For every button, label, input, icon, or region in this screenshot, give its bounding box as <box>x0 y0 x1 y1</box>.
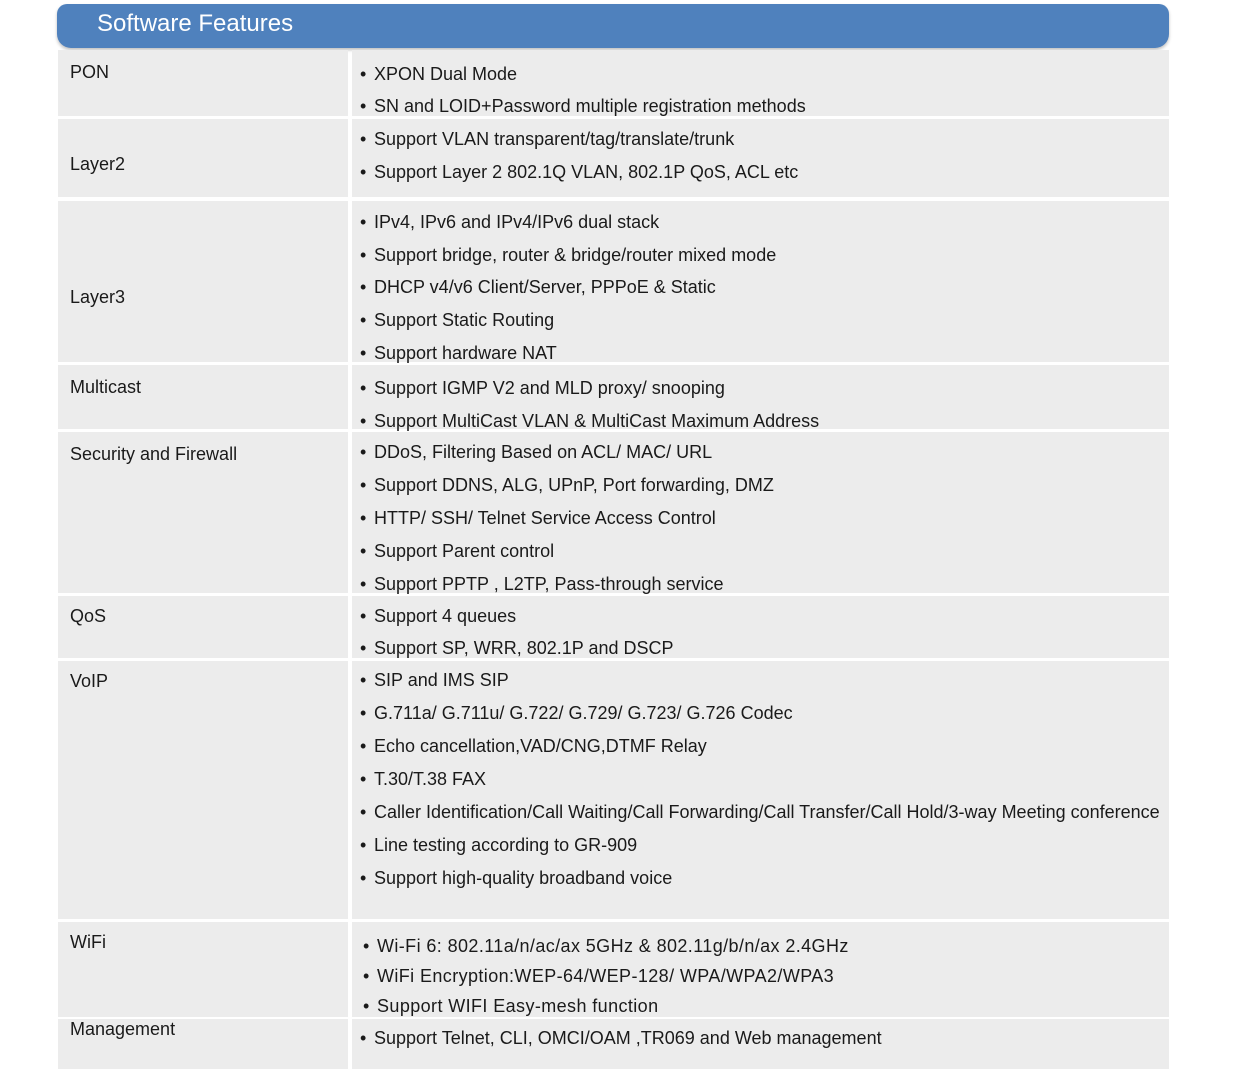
feature-item <box>360 245 776 266</box>
feature-category-label: VoIP <box>70 671 109 691</box>
feature-item <box>360 736 707 757</box>
bullet-icon: • <box>360 736 367 756</box>
feature-item <box>360 802 1160 823</box>
feature-row-voip <box>58 661 1169 919</box>
feature-category-label: QoS <box>70 606 107 626</box>
bullet-icon: • <box>360 310 367 330</box>
feature-item <box>363 966 834 987</box>
bullet-icon: • <box>360 64 367 84</box>
feature-category-cell <box>58 50 348 116</box>
feature-item-text: DHCP v4/v6 Client/Server, PPPoE & Static <box>374 277 716 297</box>
feature-category-cell <box>58 1019 348 1069</box>
feature-item-text: Support IGMP V2 and MLD proxy/ snooping <box>374 378 725 398</box>
feature-category-cell <box>58 365 348 429</box>
feature-item-text: T.30/T.38 FAX <box>374 769 487 789</box>
feature-row-security-and-firewall <box>58 432 1169 593</box>
feature-item <box>360 475 774 496</box>
feature-category-cell <box>58 201 348 362</box>
feature-item-text: SIP and IMS SIP <box>374 670 509 690</box>
bullet-icon: • <box>360 638 367 658</box>
feature-row-qos <box>58 596 1169 658</box>
feature-item-text: Support bridge, router & bridge/router mixed mode <box>374 245 777 265</box>
feature-item <box>360 162 798 183</box>
feature-item <box>360 638 674 659</box>
bullet-icon: • <box>360 574 367 594</box>
feature-item <box>360 670 509 691</box>
feature-items-cell <box>352 661 1169 919</box>
feature-category-label: Layer3 <box>70 287 126 307</box>
bullet-icon: • <box>360 1028 367 1048</box>
bullet-icon: • <box>363 966 370 986</box>
feature-items-cell <box>352 1019 1169 1069</box>
feature-row-wifi <box>58 922 1169 1017</box>
bullet-icon: • <box>360 245 367 265</box>
feature-item-text: Line testing according to GR-909 <box>374 835 638 855</box>
feature-item <box>360 129 734 150</box>
bullet-icon: • <box>360 769 367 789</box>
feature-item <box>363 996 659 1017</box>
feature-items-cell <box>352 50 1169 116</box>
feature-item <box>360 277 716 298</box>
feature-item-text: Support high-quality broadband voice <box>374 868 673 888</box>
feature-item-text: Support DDNS, ALG, UPnP, Port forwarding, DMZ <box>374 475 774 495</box>
feature-item <box>360 868 672 889</box>
feature-category-cell <box>58 432 348 593</box>
feature-row-layer2 <box>58 119 1169 197</box>
feature-items-cell <box>352 365 1169 429</box>
feature-item <box>360 703 793 724</box>
bullet-icon: • <box>360 442 367 462</box>
bullet-icon: • <box>360 162 367 182</box>
feature-item-text: Support Static Routing <box>374 310 555 330</box>
feature-item <box>360 574 724 595</box>
feature-item-text: Support Telnet, CLI, OMCI/OAM ,TR069 and Web management <box>374 1028 882 1048</box>
feature-row-layer3 <box>58 201 1169 362</box>
feature-row-pon <box>58 50 1169 116</box>
feature-item <box>360 835 637 856</box>
bullet-icon: • <box>360 475 367 495</box>
section-title: Software Features <box>97 10 294 37</box>
bullet-icon: • <box>360 868 367 888</box>
feature-category-cell <box>58 661 348 919</box>
feature-category-label: Multicast <box>70 377 142 397</box>
feature-item <box>360 442 712 463</box>
bullet-icon: • <box>363 936 370 956</box>
feature-row-multicast <box>58 365 1169 429</box>
feature-item-text: HTTP/ SSH/ Telnet Service Access Control <box>374 508 716 528</box>
feature-item <box>360 541 554 562</box>
bullet-icon: • <box>360 670 367 690</box>
bullet-icon: • <box>363 996 370 1016</box>
bullet-icon: • <box>360 343 367 363</box>
bullet-icon: • <box>360 802 367 822</box>
bullet-icon: • <box>360 606 367 626</box>
feature-item <box>360 378 725 399</box>
feature-item <box>360 64 517 85</box>
feature-items-cell <box>352 922 1169 1017</box>
feature-item-text: Echo cancellation,VAD/CNG,DTMF Relay <box>374 736 707 756</box>
feature-item <box>360 411 819 432</box>
feature-item <box>360 769 486 790</box>
feature-category-cell <box>58 119 348 197</box>
feature-item-text: Support 4 queues <box>374 606 517 626</box>
bullet-icon: • <box>360 96 367 116</box>
feature-items-cell <box>352 432 1169 593</box>
feature-items-cell <box>352 119 1169 197</box>
feature-item <box>363 936 849 957</box>
feature-item-text: Support SP, WRR, 802.1P and DSCP <box>374 638 674 658</box>
bullet-icon: • <box>360 411 367 431</box>
feature-category-label: Layer2 <box>70 154 126 174</box>
feature-item <box>360 606 516 627</box>
feature-items-cell <box>352 596 1169 658</box>
feature-item <box>360 1028 882 1049</box>
bullet-icon: • <box>360 378 367 398</box>
feature-item <box>360 508 716 529</box>
feature-category-cell <box>58 922 348 1017</box>
feature-category-cell <box>58 596 348 658</box>
bullet-icon: • <box>360 703 367 723</box>
bullet-icon: • <box>360 129 367 149</box>
section-header <box>57 4 1169 48</box>
feature-item-text: SN and LOID+Password multiple registration methods <box>374 96 806 116</box>
feature-item-text: WiFi Encryption:WEP-64/WEP-128/ WPA/WPA2/WPA3 <box>377 966 835 986</box>
feature-category-label: Security and Firewall <box>70 444 238 464</box>
feature-item-text: Support WIFI Easy-mesh function <box>377 996 659 1016</box>
feature-item-text: Support VLAN transparent/tag/translate/trunk <box>374 129 735 149</box>
feature-item-text: IPv4, IPv6 and IPv4/IPv6 dual stack <box>374 212 660 232</box>
feature-item-text: Support Layer 2 802.1Q VLAN, 802.1P QoS, ACL etc <box>374 162 799 182</box>
feature-item-text: Support hardware NAT <box>374 343 557 363</box>
feature-category-label: PON <box>70 62 110 82</box>
feature-item <box>360 96 806 117</box>
feature-item-text: G.711a/ G.711u/ G.722/ G.729/ G.723/ G.726 Codec <box>374 703 793 723</box>
feature-items-cell <box>352 201 1169 362</box>
feature-item-text: Caller Identification/Call Waiting/Call Forwarding/Call Transfer/Call Hold/3-way Meeting conference <box>374 802 1160 822</box>
feature-row-management <box>58 1019 1169 1069</box>
feature-item-text: Support Parent control <box>374 541 555 561</box>
bullet-icon: • <box>360 277 367 297</box>
feature-item-text: Wi-Fi 6: 802.11a/n/ac/ax 5GHz & 802.11g/b/n/ax 2.4GHz <box>377 936 849 956</box>
feature-item <box>360 212 659 233</box>
bullet-icon: • <box>360 212 367 232</box>
feature-item-text: Support MultiCast VLAN & MultiCast Maximum Address <box>374 411 820 431</box>
bullet-icon: • <box>360 835 367 855</box>
feature-category-label: WiFi <box>70 932 106 952</box>
feature-item-text: DDoS, Filtering Based on ACL/ MAC/ URL <box>374 442 713 462</box>
feature-category-label: Management <box>70 1019 176 1039</box>
feature-item <box>360 310 554 331</box>
feature-item-text: Support PPTP , L2TP, Pass-through service <box>374 574 724 594</box>
feature-item <box>360 343 557 364</box>
bullet-icon: • <box>360 541 367 561</box>
feature-item-text: XPON Dual Mode <box>374 64 518 84</box>
bullet-icon: • <box>360 508 367 528</box>
